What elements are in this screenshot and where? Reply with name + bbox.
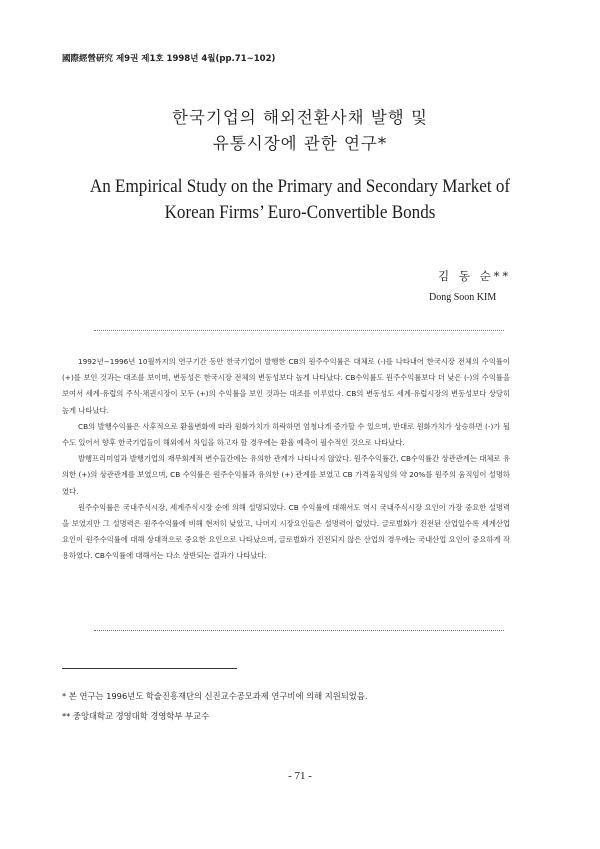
- author-korean: 김 동 순**: [438, 269, 512, 283]
- title-korean-line-2: 유통시장에 관한 연구*: [212, 134, 388, 153]
- abstract-paragraph: CB의 발행수익률은 사후적으로 환율변화에 따라 원화가치가 하락하면 엄청나게 증가할 수 있으며, 반대로 원화가치가 상승하면 (-)가 될 수도 있어서 향후 한국기업들이 해외에서 차입을 하고자 할 경우에는 환율 예측이 필수적인 것으로 나타났다.: [62, 421, 510, 448]
- footnote-affiliation: ** 중앙대학교 경영대학 경영학부 부교수: [62, 711, 210, 721]
- footnote-funding: * 본 연구는 1996년도 학술진흥재단의 신진교수공모과제 연구비에 의해 지원되었음.: [62, 691, 368, 701]
- abstract-paragraph: 1992년∼1996년 10월까지의 연구기간 동안 한국기업이 발행한 CB의 원주수익률은 대체로 (-)를 나타내어 한국시장 전체의 수익률이 (+)를 보인 것과는 대조를 보이며, 변동성은 한국시장 전체의 변동성보다 높게 나타났다. CB수익률도 원주수익률보다 더 낮은 (-)의 수익률을 보여서 세계·유럽의 주식·채권시장이 모두 (+)의 수익률을 보인 것과는 대조를 이루었다. CB의 변동성도 세계·유럽시장의 변동성보다 상당히 높게 나타났다.: [62, 357, 510, 415]
- title-english-line-1: An Empirical Study on the Primary and Secondary Market of: [89, 176, 511, 197]
- footnote-rule: [62, 668, 237, 669]
- abstract-paragraph: 원주수익률은 국내주식시장, 세계주식시장 순에 의해 설명되었다. CB 수익률에 대해서도 역시 국내주식시장 요인이 가장 중요한 설명력을 보였지만 그 설명력은 원주수익률에 비해 현저히 낮았고, 나머지 시장요인들은 설명력이 없었다. 글로벌화가 진전된 산업일수록 세계산업 요인이 원주수익률에 대해 상대적으로 중요한 요인으로 나타났으며, 글로벌화가 진전되지 않은 산업의 경우에는 국내산업 요인이 중요하게 작용하였다. CB수익률에 대해서는 다소 상반되는 결과가 나타났다.: [62, 502, 510, 561]
- dotted-divider-bottom: [94, 630, 504, 631]
- dotted-divider-top: [94, 330, 504, 331]
- title-korean-line-1: 한국기업의 해외전환사채 발행 및: [172, 108, 428, 127]
- journal-header: 國際經營硏究 제9권 제1호 1998년 4월(pp.71∼102): [62, 54, 276, 64]
- page-number: - 71 -: [288, 770, 312, 782]
- abstract: [62, 354, 510, 565]
- author-english: Dong Soon KIM: [429, 292, 497, 303]
- title-english-line-2: Korean Firms’ Euro-Convertible Bonds: [164, 202, 436, 223]
- abstract-paragraph: 발행프리미엄과 발행기업의 재무회계적 변수들간에는 유의한 관계가 나타나지 않았다. 원주수익률간, CB수익률간 상관관계는 대체로 유의한 (+)의 상관관계를 보였으며, CB 수익률은 원주수익률과 유의한 (+) 관계를 보였고 CB 가격움직임의 약 20%를 원주의 움직임이 설명하였다.: [62, 454, 510, 496]
